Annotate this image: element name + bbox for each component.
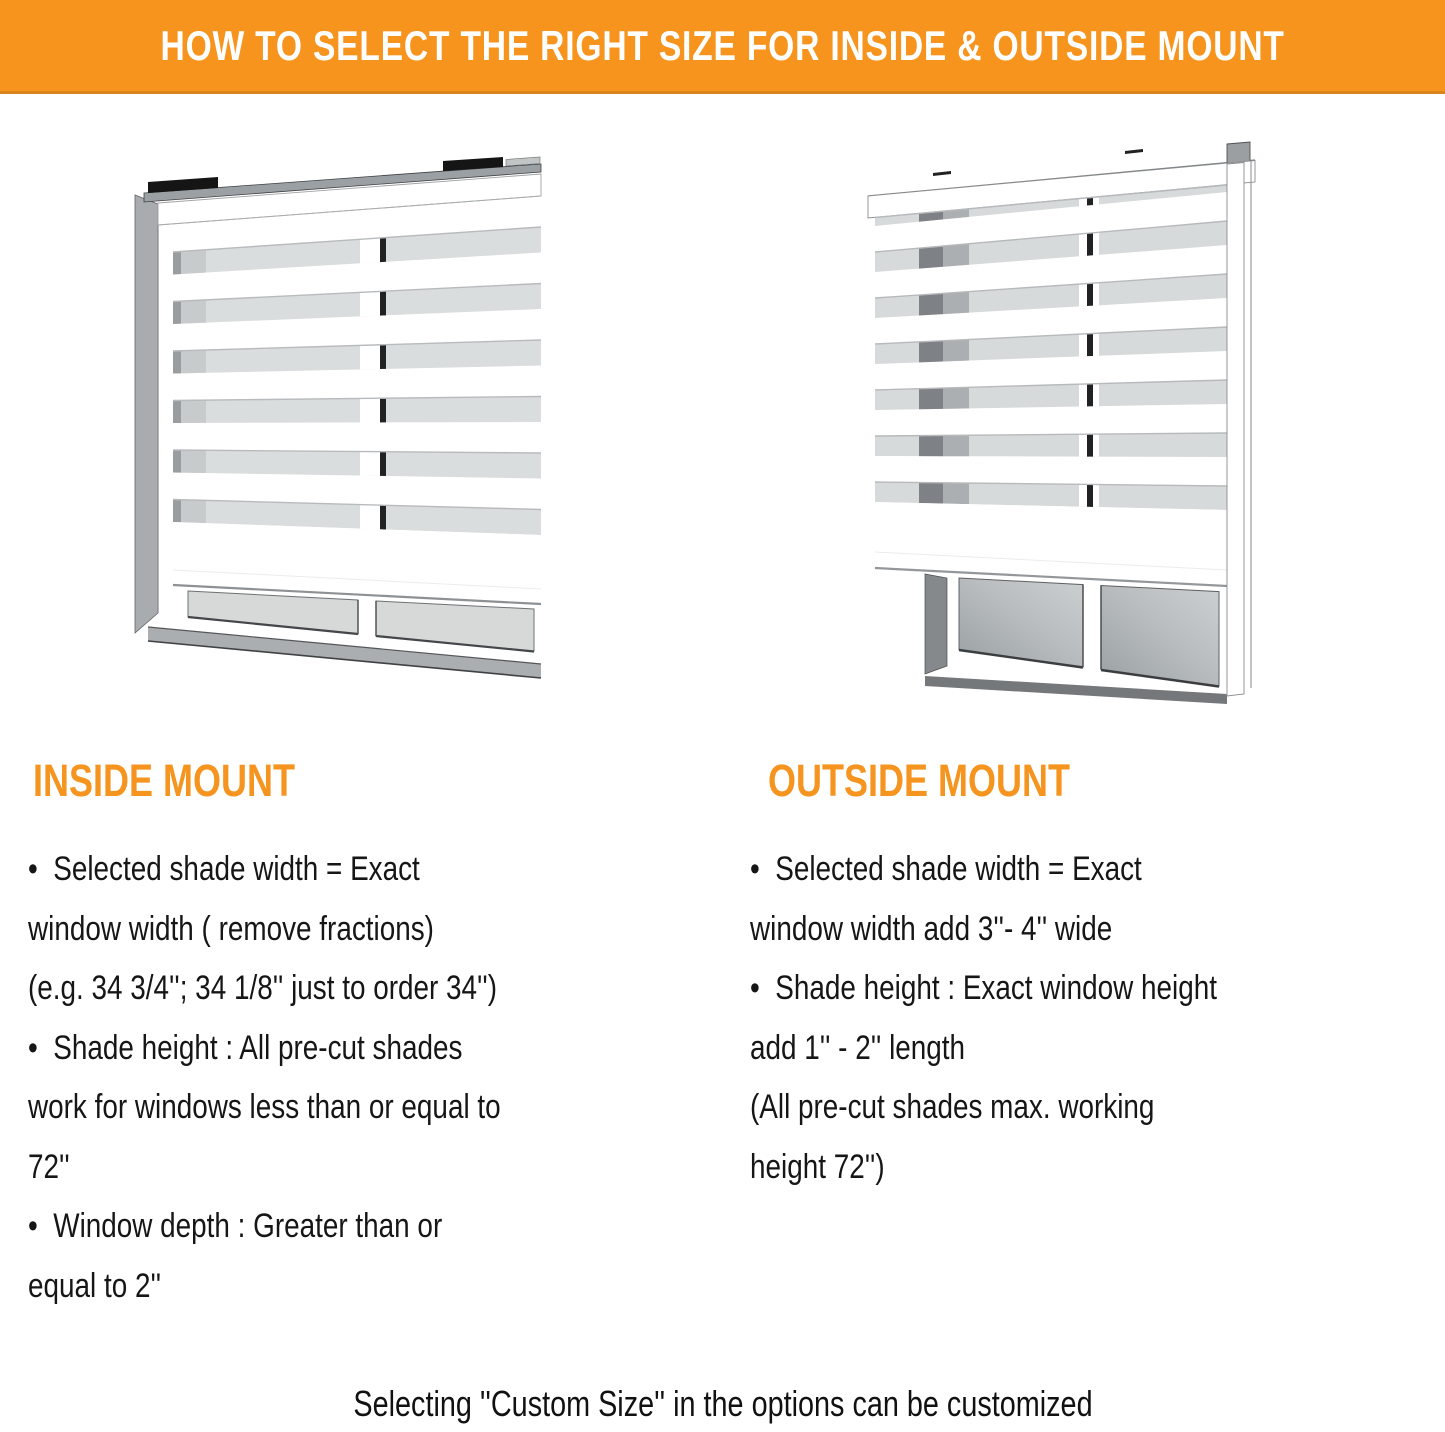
note-line: (e.g. 34 3/4''; 34 1/8'' just to order 34'') bbox=[28, 969, 498, 1007]
note-line: • Selected shade width = Exact bbox=[28, 850, 420, 888]
shade-side-channel bbox=[1227, 161, 1251, 696]
note-line: (All pre-cut shades max. working bbox=[750, 1088, 1155, 1126]
footer bbox=[0, 1383, 1445, 1425]
note-line: 72'' bbox=[28, 1147, 70, 1186]
inside-mount-notes bbox=[28, 840, 738, 1316]
note-line: window width add 3''- 4'' wide bbox=[750, 909, 1113, 948]
top-banner bbox=[0, 0, 1445, 94]
banner-title: HOW TO SELECT THE RIGHT SIZE FOR INSIDE & OUTSIDE MOUNT bbox=[160, 21, 1285, 69]
note-line: height 72'') bbox=[750, 1147, 885, 1186]
note-line: work for windows less than or equal to bbox=[28, 1088, 501, 1126]
window-frame bbox=[925, 574, 1227, 704]
outside-mount-notes bbox=[750, 840, 1445, 1197]
inside-mount-illustration bbox=[128, 133, 673, 748]
shade-bottom-bar bbox=[875, 502, 1227, 586]
note-line: • Window depth : Greater than or bbox=[28, 1207, 443, 1245]
note-line: window width ( remove fractions) bbox=[28, 909, 434, 948]
note-line: add 1'' - 2'' length bbox=[750, 1028, 966, 1067]
outside-mount-heading: OUTSIDE MOUNT bbox=[768, 755, 1070, 806]
note-line: • Shade height : Exact window height bbox=[750, 969, 1217, 1007]
zebra-shade-stripes bbox=[875, 185, 1227, 510]
note-line: • Shade height : All pre-cut shades bbox=[28, 1028, 463, 1067]
outside-mount-illustration bbox=[863, 138, 1323, 750]
note-line: equal to 2'' bbox=[28, 1266, 162, 1305]
footer-note: Selecting ''Custom Size'' in the options can be customized bbox=[352, 1383, 1093, 1424]
note-line: • Selected shade width = Exact bbox=[750, 850, 1142, 888]
inside-mount-heading: INSIDE MOUNT bbox=[33, 755, 296, 806]
